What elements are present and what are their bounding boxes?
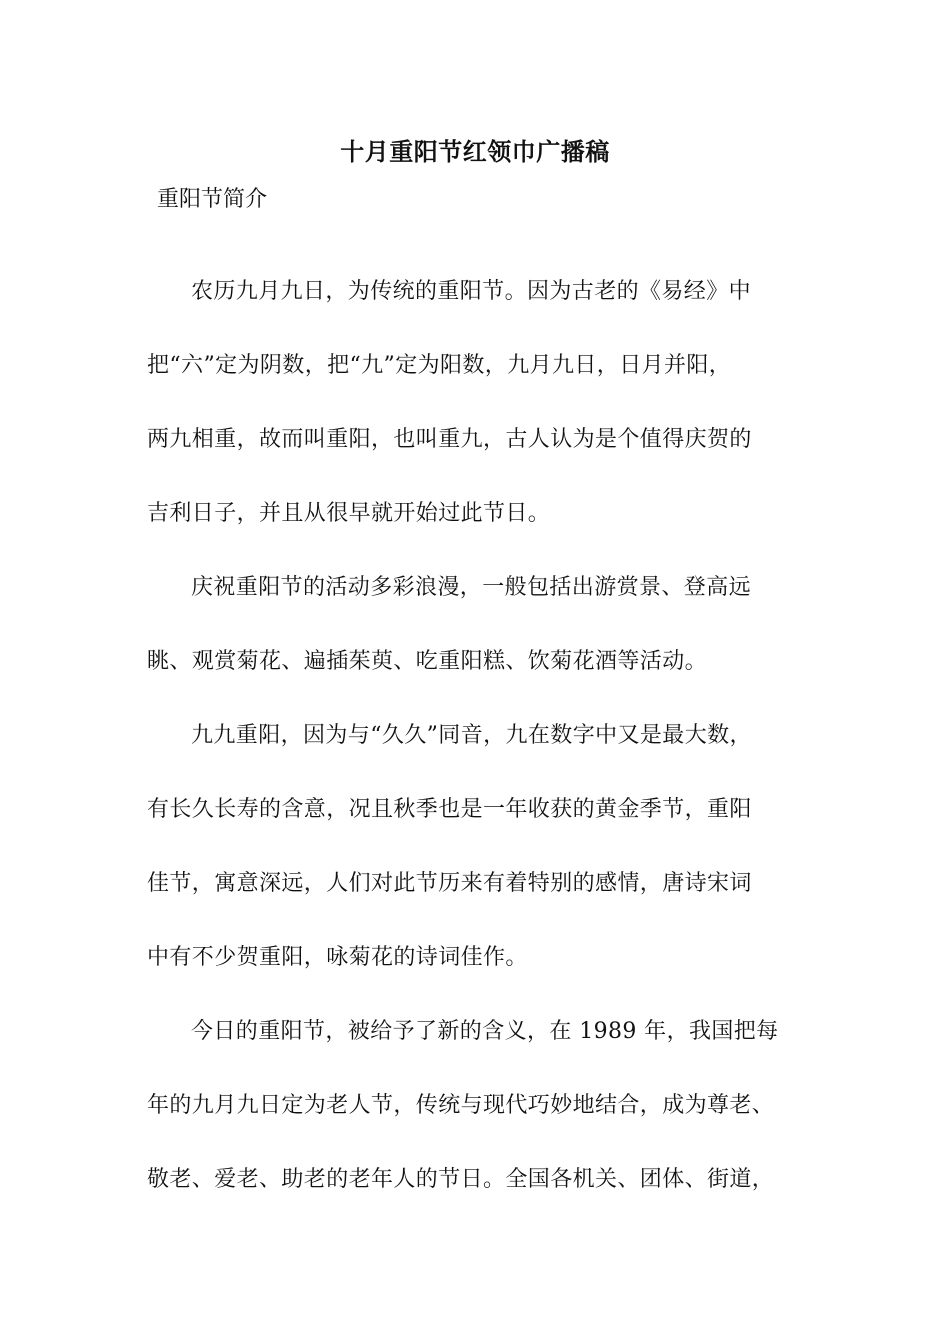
text-line: 农历九月九日，为传统的重阳节。因为古老的《易经》中 [191, 279, 752, 304]
text-line: 有长久长寿的含意，况且秋季也是一年收获的黄金季节，重阳 [147, 797, 752, 822]
text-line: 年的九月九日定为老人节，传统与现代巧妙地结合，成为尊老、 [147, 1093, 775, 1118]
text-line: 敬老、爱老、助老的老年人的节日。全国各机关、团体、街道， [147, 1167, 775, 1192]
text-line: 两九相重，故而叫重阳，也叫重九，古人认为是个值得庆贺的 [147, 427, 752, 452]
text-line: 今日的重阳节，被给予了新的含义，在 1989 年，我国把每 [191, 1019, 779, 1044]
page-title: 十月重阳节红领巾广播稿 [340, 137, 610, 166]
text-line: 九九重阳，因为与“久久”同音，九在数字中又是最大数， [191, 723, 752, 748]
text-line: 把“六”定为阴数，把“九”定为阳数，九月九日，日月并阳， [147, 353, 732, 378]
body-text [147, 255, 827, 1217]
text-line: 庆祝重阳节的活动多彩浪漫，一般包括出游赏景、登高远 [191, 575, 752, 600]
section-heading: 重阳节简介 [157, 187, 268, 212]
text-line: 眺、观赏菊花、遍插茱萸、吃重阳糕、饮菊花酒等活动。 [147, 649, 708, 674]
text-line: 吉利日子，并且从很早就开始过此节日。 [147, 501, 551, 526]
text-line: 中有不少贺重阳，咏菊花的诗词佳作。 [147, 945, 528, 970]
text-line: 佳节，寓意深远，人们对此节历来有着特别的感情，唐诗宋词 [147, 871, 752, 896]
